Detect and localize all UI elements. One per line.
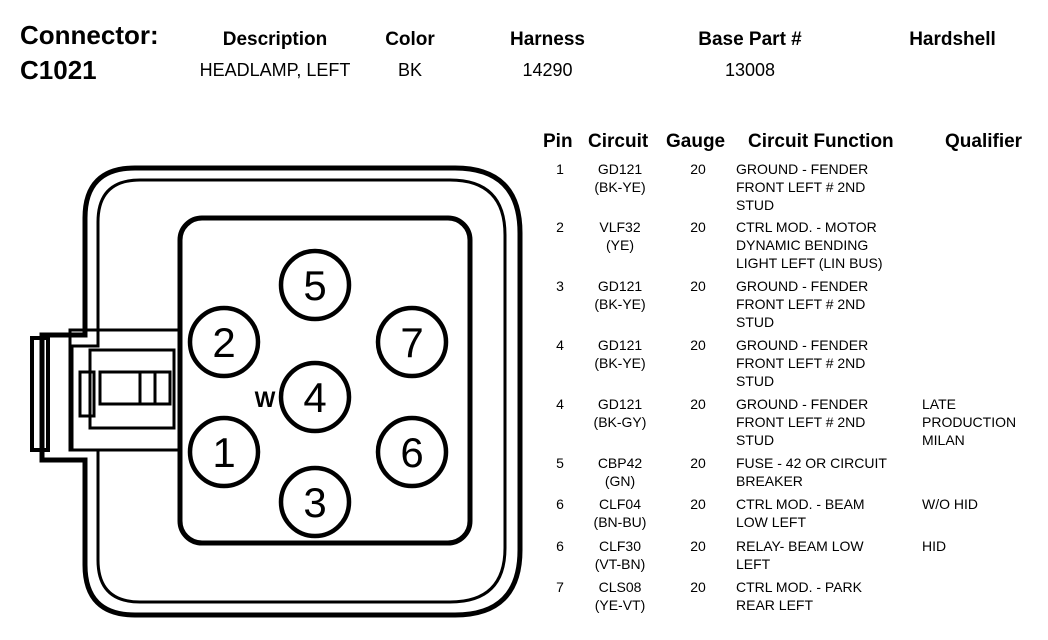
- connector-id: C1021: [20, 55, 97, 85]
- row-3-function: GROUND - FENDER FRONT LEFT # 2ND STUD: [736, 278, 869, 330]
- description-header: Description: [222, 29, 328, 50]
- row-2-function: CTRL MOD. - MOTOR DYNAMIC BENDING LIGHT LEFT (LIN BUS): [736, 219, 883, 271]
- row-5-qualifier: LATE PRODUCTION MILAN: [922, 396, 1017, 448]
- latch-outer: [70, 330, 182, 450]
- base-part-value: 13008: [724, 60, 776, 80]
- row-3-pin: 3: [556, 278, 564, 294]
- pin-label-7: 7: [400, 319, 424, 366]
- row-3-gauge: 20: [690, 278, 706, 294]
- pin-cavity-4: [281, 363, 349, 431]
- row-8-pin: 6: [556, 538, 564, 554]
- row-9-circuit: CLS08 (YE-VT): [594, 579, 646, 613]
- row-5-circuit: GD121 (BK-GY): [593, 396, 647, 430]
- hardshell-header: Hardshell: [909, 29, 996, 50]
- row-5-pin: 4: [556, 396, 564, 412]
- row-6-gauge: 20: [690, 455, 706, 471]
- description-value: HEADLAMP, LEFT: [199, 60, 351, 80]
- pin-label-4: 4: [303, 374, 327, 421]
- pin-cavity-6: [378, 418, 446, 486]
- row-7-gauge: 20: [690, 496, 706, 512]
- row-5-gauge: 20: [690, 396, 706, 412]
- row-6-function: FUSE - 42 OR CIRCUIT BREAKER: [736, 455, 887, 489]
- row-6-pin: 5: [556, 455, 564, 471]
- row-9-function: CTRL MOD. - PARK REAR LEFT: [736, 579, 863, 613]
- pin-cavity-7: [378, 308, 446, 376]
- row-5-function: GROUND - FENDER FRONT LEFT # 2ND STUD: [736, 396, 869, 448]
- row-9-gauge: 20: [690, 579, 706, 595]
- pin-cavity-5: [281, 251, 349, 319]
- connector-face-diagram: [0, 150, 540, 620]
- pin-cavity-3: [281, 468, 349, 536]
- pin-label-1: 1: [212, 429, 236, 476]
- row-8-circuit: CLF30 (VT-BN): [594, 538, 646, 572]
- qualifier-column-header: Qualifier: [945, 131, 1023, 152]
- row-7-circuit: CLF04 (BN-BU): [593, 496, 647, 530]
- pin-label-6: 6: [400, 429, 424, 476]
- row-4-function: GROUND - FENDER FRONT LEFT # 2ND STUD: [736, 337, 869, 389]
- row-6-circuit: CBP42 (GN): [597, 455, 643, 489]
- color-value: BK: [397, 60, 422, 80]
- pin-label-2: 2: [212, 319, 236, 366]
- row-1-function: GROUND - FENDER FRONT LEFT # 2ND STUD: [736, 161, 869, 213]
- pin-column-header: Pin: [543, 131, 573, 152]
- row-8-gauge: 20: [690, 538, 706, 554]
- row-2-circuit: VLF32 (YE): [599, 219, 641, 253]
- row-1-gauge: 20: [690, 161, 706, 177]
- color-header: Color: [385, 29, 435, 50]
- row-2-gauge: 20: [690, 219, 706, 235]
- row-7-qualifier: W/O HID: [922, 496, 978, 512]
- row-4-pin: 4: [556, 337, 564, 353]
- row-8-function: RELAY- BEAM LOW LEFT: [736, 538, 864, 572]
- pin-cavity-2: [190, 308, 258, 376]
- pin-cavity-1: [190, 418, 258, 486]
- latch-inner: [90, 350, 174, 428]
- latch-bar: [100, 372, 170, 404]
- row-4-gauge: 20: [690, 337, 706, 353]
- row-1-circuit: GD121 (BK-YE): [594, 161, 646, 195]
- row-4-circuit: GD121 (BK-YE): [594, 337, 646, 371]
- pin-label-3: 3: [303, 479, 327, 526]
- row-2-pin: 2: [556, 219, 564, 235]
- row-9-pin: 7: [556, 579, 564, 595]
- connector-label: Connector:: [20, 20, 159, 50]
- row-7-pin: 6: [556, 496, 564, 512]
- gauge-column-header: Gauge: [666, 131, 726, 152]
- circuit-function-column-header: Circuit Function: [748, 131, 894, 152]
- harness-value: 14290: [522, 60, 573, 80]
- harness-header: Harness: [510, 29, 585, 50]
- pin-label-5: 5: [303, 262, 327, 309]
- row-3-circuit: GD121 (BK-YE): [594, 278, 646, 312]
- base-part-header: Base Part #: [698, 29, 802, 50]
- row-1-pin: 1: [556, 161, 564, 177]
- circuit-column-header: Circuit: [588, 131, 649, 152]
- key-mark: W: [254, 387, 276, 412]
- row-7-function: CTRL MOD. - BEAM LOW LEFT: [736, 496, 865, 530]
- row-8-qualifier: HID: [922, 538, 947, 554]
